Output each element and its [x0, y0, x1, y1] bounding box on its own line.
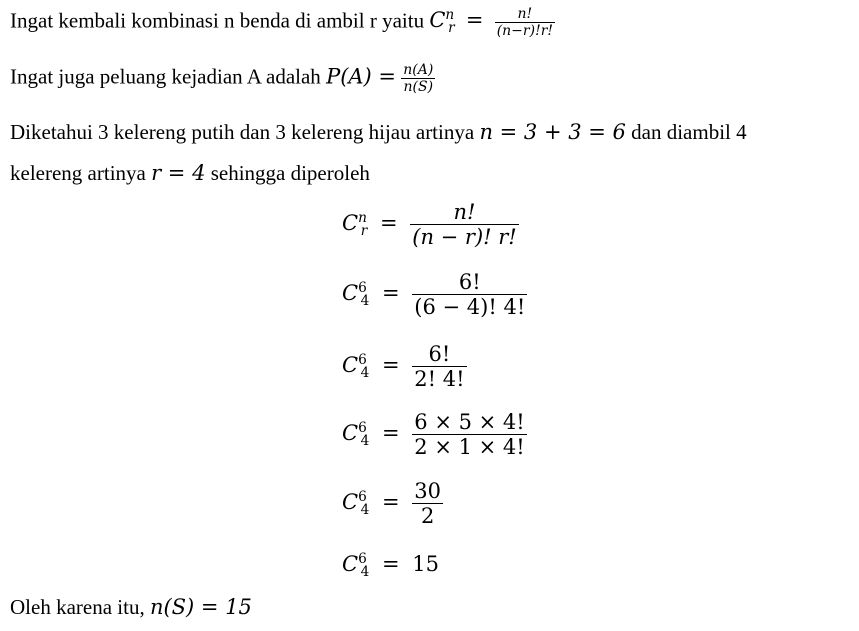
given-line-2	[10, 161, 370, 186]
combination-denominator: (n−r)!r!	[496, 23, 554, 40]
combination-fraction	[495, 6, 555, 39]
step-3-fraction: $\frac{6!}{2! 4!}$	[414, 342, 465, 392]
combination-definition-line: Ingat kembali kombinasi n benda di ambil r yaitu $C^n_r$ = $\frac{n!}{(n-r)!r!}$	[10, 6, 554, 40]
conclusion-line	[10, 595, 252, 620]
step-equation-3: $C^6_4$ = $\frac{6!}{2! 4!}$	[342, 342, 465, 392]
step-equation-6: $C^6_4 = 15$	[342, 550, 440, 580]
combination-symbol: $C^n_r$	[429, 7, 455, 37]
given-line-1	[10, 120, 747, 145]
combination-definition-text: Ingat kembali kombinasi n benda di ambil r yaitu	[10, 8, 425, 33]
step-equation-5: $C^6_4$ = $\frac{30}{2}$	[342, 479, 442, 529]
conclusion-text: Oleh karena itu,	[10, 595, 145, 619]
step-4-fraction: $\frac{6 \times 5 \times 4!}{2 \times 1 \times 4!}$	[414, 410, 525, 460]
step-equation-1: $C^n_r$ = $\frac{n!}{(n - r)! r!}$	[342, 200, 517, 250]
given-math-n: n = 3 + 3 = 6	[479, 120, 626, 144]
combination-numerator: n!	[517, 6, 533, 22]
given-math-r: r = 4	[151, 161, 206, 185]
given-text-3: kelereng artinya	[10, 161, 146, 185]
probability-definition-line	[10, 62, 435, 95]
given-text-1: Diketahui 3 kelereng putih dan 3 kelereng hijau artinya	[10, 120, 475, 144]
step-equation-2: $C^6_4$ = $\frac{6!}{(6 - 4)! 4!}$	[342, 270, 526, 320]
given-text-2: dan diambil 4	[631, 120, 747, 144]
given-text-4: sehingga diperoleh	[210, 161, 370, 185]
probability-denominator: n(S)	[401, 78, 435, 95]
probability-numerator: n(A)	[403, 62, 434, 78]
probability-definition-text: Ingat juga peluang kejadian A adalah	[10, 64, 321, 89]
step-equation-4: $C^6_4$ = $\frac{6 \times 5 \times 4!}{2 \times 1 \times 4!}$	[342, 410, 525, 460]
step-2-fraction: $\frac{6!}{(6 - 4)! 4!}$	[414, 270, 526, 320]
conclusion-math: n(S) = 15	[149, 595, 252, 619]
step-6-result: 15	[412, 552, 440, 576]
step-5-fraction: $\frac{30}{2}$	[414, 479, 442, 529]
probability-lhs: P(A) =	[326, 64, 397, 89]
step-1-fraction: $\frac{n!}{(n - r)! r!}$	[412, 200, 517, 250]
probability-fraction	[401, 62, 435, 95]
